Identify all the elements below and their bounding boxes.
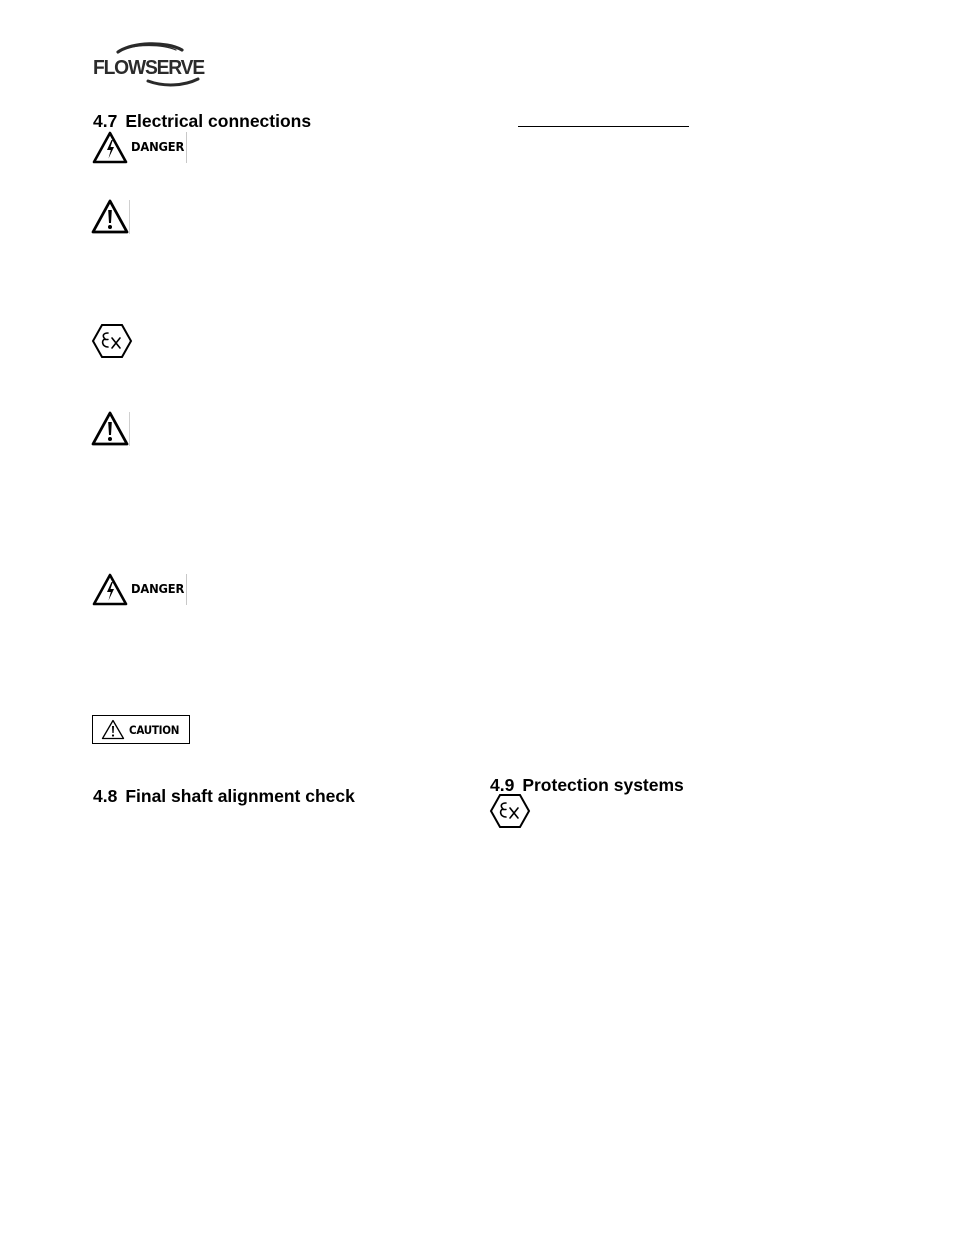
section-heading-4-9 [490, 775, 684, 795]
section-title: Electrical connections [125, 111, 312, 131]
sign-edge [186, 132, 187, 163]
section-title: Protection systems [522, 775, 684, 795]
warning-triangle-icon [91, 411, 129, 447]
danger-label: DANGER [131, 139, 185, 154]
electrical-hazard-triangle-icon [92, 131, 128, 165]
section-title: Final shaft alignment check [125, 786, 355, 806]
ex-explosion-protection-icon [91, 323, 133, 359]
ex-sign [489, 793, 531, 829]
sign-edge [129, 412, 130, 446]
warning-triangle-icon [91, 199, 129, 235]
flowserve-logo-icon [92, 40, 208, 88]
ex-sign [91, 323, 133, 359]
electrical-hazard-triangle-icon [92, 573, 128, 607]
sign-edge [129, 200, 130, 234]
section-number: 4.7 [93, 111, 118, 131]
section-heading-4-7 [93, 111, 311, 131]
sign-edge [186, 574, 187, 605]
section-heading-4-8 [93, 786, 355, 806]
warning-sign [91, 411, 131, 449]
ex-explosion-protection-icon [489, 793, 531, 829]
caution-sign [92, 715, 190, 744]
danger-label: DANGER [131, 581, 185, 596]
section-number: 4.9 [490, 775, 515, 795]
section-number: 4.8 [93, 786, 118, 806]
flowserve-logo [92, 40, 208, 88]
danger-sign [92, 131, 188, 165]
danger-sign [92, 573, 188, 607]
underline-rule [518, 126, 689, 127]
caution-triangle-icon [101, 719, 125, 740]
warning-sign [91, 199, 131, 237]
svg-text:FLOWSERVE: FLOWSERVE [93, 57, 205, 79]
caution-label: CAUTION [129, 723, 180, 737]
